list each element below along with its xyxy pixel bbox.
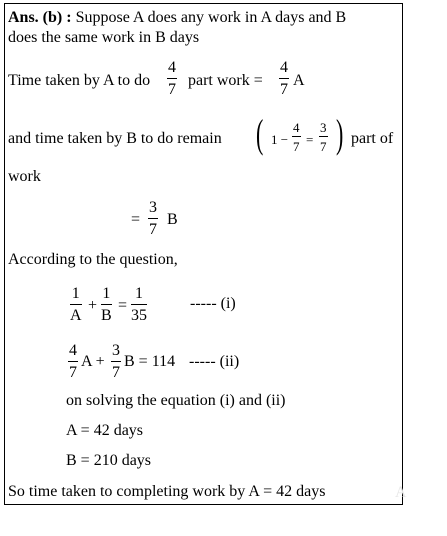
eq2-b-num: 3: [112, 342, 120, 359]
question-intro: According to the question,: [8, 251, 178, 268]
time-b-f2-num: 3: [320, 120, 327, 135]
result-b: B = 210 days: [66, 452, 152, 469]
eq2-b-var: B = 114: [124, 353, 176, 370]
eq2-tag: ----- (ii): [189, 353, 240, 370]
eq1-b-num: 1: [102, 285, 111, 302]
time-a-frac-den: 7: [168, 81, 176, 98]
right-paren: ): [335, 111, 344, 156]
eq1-frac-a: [70, 286, 82, 324]
time-a-middle: part work =: [188, 72, 263, 89]
time-b-prefix: and time taken by B to do remain: [8, 130, 222, 147]
time-b-res-num: 3: [149, 199, 157, 216]
eq1-c-den: 35: [131, 307, 147, 324]
time-b-eq: =: [306, 132, 314, 147]
time-b-f1-den: 7: [293, 139, 300, 154]
eq1-a-den: A: [70, 307, 82, 324]
time-b-frac-1: [292, 121, 301, 153]
time-b-line-2: work: [8, 168, 41, 185]
time-a-rhs-fraction: [279, 60, 289, 98]
time-a-frac-num: 4: [168, 59, 176, 76]
time-a-fraction: [167, 60, 177, 98]
eq1-eq: =: [118, 297, 128, 314]
eq2-a-den: 7: [69, 364, 77, 381]
eq1-tag: ----- (i): [190, 295, 236, 312]
time-b-frac-2: [319, 121, 328, 153]
eq2-a-num: 4: [69, 342, 77, 359]
eq2-frac-b: [111, 343, 121, 381]
solving-text: on solving the equation (i) and (ii): [66, 392, 286, 409]
answer-label: Ans. (b) :: [8, 9, 72, 26]
eq1-b-den: B: [101, 307, 112, 324]
eq1-frac-c: [131, 286, 147, 324]
conclusion: So time taken to completing work by A = 42 days: [8, 483, 326, 500]
answer-text-1: Suppose A does any work in A days and B: [75, 9, 347, 26]
answer-line-2: does the same work in B days: [8, 29, 200, 46]
eq1-a-num: 1: [71, 285, 80, 302]
time-b-suffix: part of: [351, 130, 394, 147]
time-a-prefix: Time taken by A to do: [8, 72, 151, 89]
eq1-c-num: 1: [135, 285, 143, 302]
result-a: A = 42 days: [66, 422, 144, 439]
time-a-rhs-num: 4: [280, 59, 288, 76]
time-b-result-fraction: [148, 200, 158, 238]
time-b-res-den: 7: [149, 221, 157, 238]
time-b-result-var: B: [167, 211, 178, 228]
time-b-eq2: =: [131, 211, 141, 228]
answer-line-1: [8, 10, 346, 26]
time-a-rhs-var: A: [293, 72, 305, 89]
eq2-b-den: 7: [112, 364, 120, 381]
eq1-plus: +: [88, 297, 98, 314]
left-paren: (: [255, 111, 264, 156]
time-b-f1-num: 4: [293, 120, 300, 135]
watermark: A: [395, 484, 407, 501]
eq2-frac-a: [68, 343, 78, 381]
time-b-one-minus: 1 −: [271, 132, 289, 147]
time-a-rhs-den: 7: [280, 81, 288, 98]
eq2-a-var: A +: [81, 353, 105, 370]
time-b-f2-den: 7: [320, 139, 327, 154]
eq1-frac-b: [101, 286, 112, 324]
